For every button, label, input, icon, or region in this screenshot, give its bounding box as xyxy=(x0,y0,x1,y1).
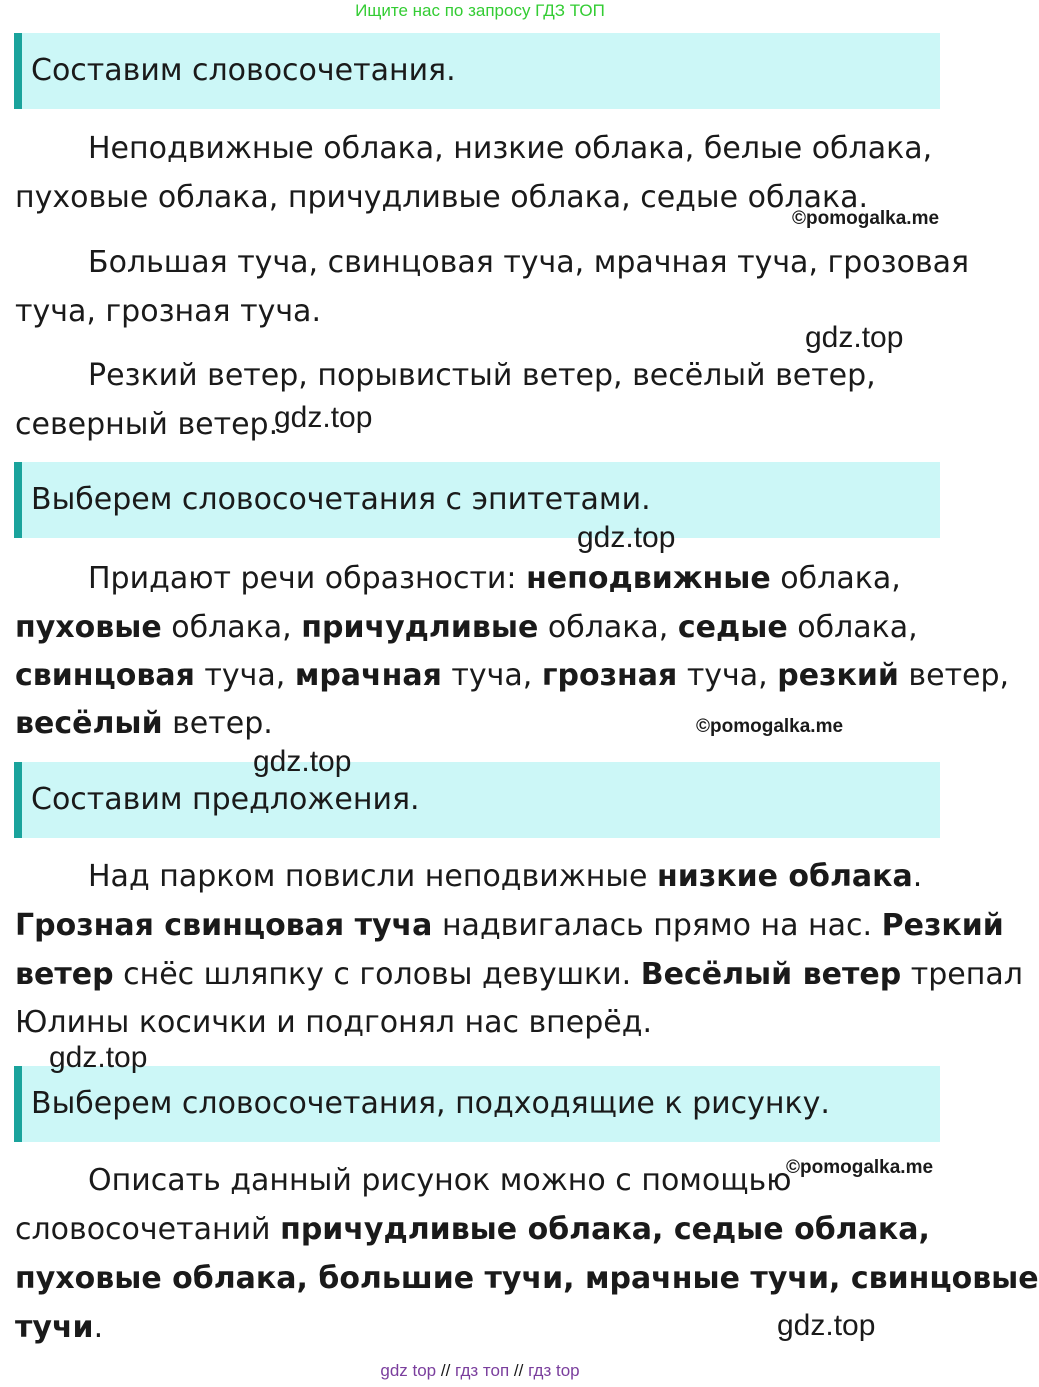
watermark-pomogalka: ©pomogalka.me xyxy=(792,208,940,229)
text-line: Описать данный рисунок можно с помощью xyxy=(88,1163,792,1198)
watermark-pomogalka: ©pomogalka.me xyxy=(786,1157,934,1178)
text-line: свинцовая туча, мрачная туча, грозная туча, резкий ветер, xyxy=(15,658,1010,693)
section-header-sentences: Составим предложения. xyxy=(14,762,940,838)
watermark-gdz: gdz.top xyxy=(253,745,352,778)
watermark-gdz: gdz.top xyxy=(777,1309,876,1342)
footer-separator: // xyxy=(440,1361,451,1380)
footer-link-gdz-top[interactable]: gdz top xyxy=(380,1361,437,1380)
text-line: пуховые облака, большие тучи, мрачные тучи, свинцовые xyxy=(15,1261,1039,1296)
section-header-picture: Выберем словосочетания, подходящие к рисунку. xyxy=(14,1066,940,1142)
watermark-gdz: gdz.top xyxy=(49,1041,148,1074)
section-header-epithets: Выберем словосочетания с эпитетами. xyxy=(14,462,940,538)
text-line: словосочетаний причудливые облака, седые облака, xyxy=(15,1212,930,1247)
text-line: ветер снёс шляпку с головы девушки. Весёлый ветер трепал xyxy=(15,957,1023,992)
watermark-pomogalka: ©pomogalka.me xyxy=(696,716,844,737)
footer xyxy=(0,1361,960,1381)
text-line: пуховые облака, причудливые облака, седые облака. xyxy=(15,180,869,215)
watermark-gdz: gdz.top xyxy=(577,521,676,554)
text-line: Резкий ветер, порывистый ветер, весёлый ветер, xyxy=(88,358,876,393)
text-line: пуховые облака, причудливые облака, седые облака, xyxy=(15,610,918,645)
text-line: Над парком повисли неподвижные низкие облака. xyxy=(88,859,923,894)
text-line: туча, грозная туча. xyxy=(15,294,321,329)
text-line: Неподвижные облака, низкие облака, белые облака, xyxy=(88,131,933,166)
text-line: Юлины косички и подгонял нас вперёд. xyxy=(15,1005,653,1040)
text-line: тучи. xyxy=(15,1310,104,1345)
footer-link-gdz-top-mixed[interactable]: гдз top xyxy=(528,1361,580,1380)
footer-separator: // xyxy=(513,1361,524,1380)
text-line: Грозная свинцовая туча надвигалась прямо на нас. Резкий xyxy=(15,908,1004,943)
section-header-collocations: Составим словосочетания. xyxy=(14,33,940,109)
watermark-gdz: gdz.top xyxy=(805,321,904,354)
top-banner: Ищите нас по запросу ГДЗ ТОП xyxy=(355,1,605,20)
text-line: Придают речи образности: неподвижные облака, xyxy=(88,561,901,596)
text-line: северный ветер. xyxy=(15,407,279,442)
footer-link-gdz-top-ru[interactable]: гдз топ xyxy=(455,1361,510,1380)
text-line: весёлый ветер. xyxy=(15,706,273,741)
text-line: Большая туча, свинцовая туча, мрачная туча, грозовая xyxy=(88,245,970,280)
watermark-gdz: gdz.top xyxy=(274,401,373,434)
